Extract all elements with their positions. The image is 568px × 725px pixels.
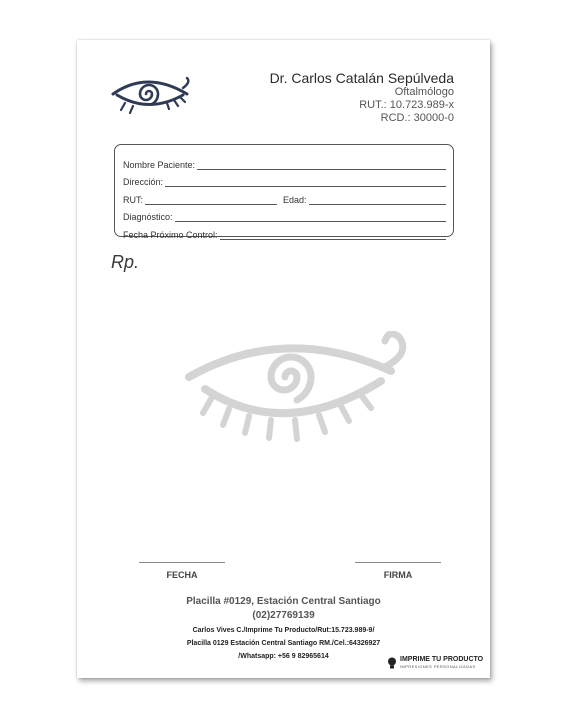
rut-field[interactable] [145, 197, 277, 205]
patient-name-label: Nombre Paciente: [123, 159, 196, 170]
signature-line[interactable] [355, 562, 441, 563]
next-control-field[interactable] [220, 232, 446, 240]
date-signature-line[interactable] [139, 562, 225, 563]
patient-name-field[interactable] [197, 162, 446, 170]
rut-age-row [123, 187, 446, 205]
diagnosis-row [123, 205, 446, 223]
age-field[interactable] [309, 197, 446, 205]
address-row [123, 170, 446, 188]
doctor-name: Dr. Carlos Catalán Sepúlveda [269, 70, 454, 86]
patient-name-row [123, 152, 446, 170]
clinic-address: Placilla #0129, Estación Central Santiago [186, 596, 381, 607]
next-control-row [123, 222, 446, 240]
printer-brand [387, 656, 483, 669]
brand-name: IMPRIME TU PRODUCTO [400, 656, 484, 663]
address-label: Dirección: [123, 177, 164, 187]
printer-info-line2: Placilla 0129 Estación Central Santiago RM./Cel.:64326927 [186, 640, 381, 647]
printer-info-line3: /Whatsapp: +56 9 82965614 [238, 653, 329, 660]
lightbulb-icon [387, 657, 397, 669]
signature-label: FIRMA [383, 570, 413, 580]
age-label: Edad: [283, 194, 307, 205]
doctor-rcd: RCD.: 30000-0 [380, 112, 454, 124]
printer-info-line1: Carlos Vives C./Imprime Tu Producto/Rut:15.723.989-9/ [192, 627, 375, 634]
doctor-header [270, 70, 454, 125]
date-label: FECHA [166, 570, 198, 580]
clinic-phone: (02)27769139 [252, 610, 315, 621]
diagnosis-field[interactable] [175, 214, 446, 222]
eye-logo-icon [111, 74, 193, 114]
eye-watermark-icon [185, 331, 415, 446]
prescription-sheet [77, 40, 490, 678]
doctor-specialty: Oftalmólogo [394, 86, 454, 98]
address-field[interactable] [165, 179, 446, 187]
diagnosis-label: Diagnóstico: [123, 212, 173, 222]
doctor-rut: RUT.: 10.723.989-x [359, 99, 454, 111]
rut-label: RUT: [123, 194, 143, 205]
patient-form [114, 144, 454, 240]
rp-label: Rp. [111, 252, 140, 272]
next-control-label: Fecha Próximo Control: [123, 229, 218, 240]
brand-tagline: IMPRESIONES PERSONALIZADAS [400, 664, 476, 669]
